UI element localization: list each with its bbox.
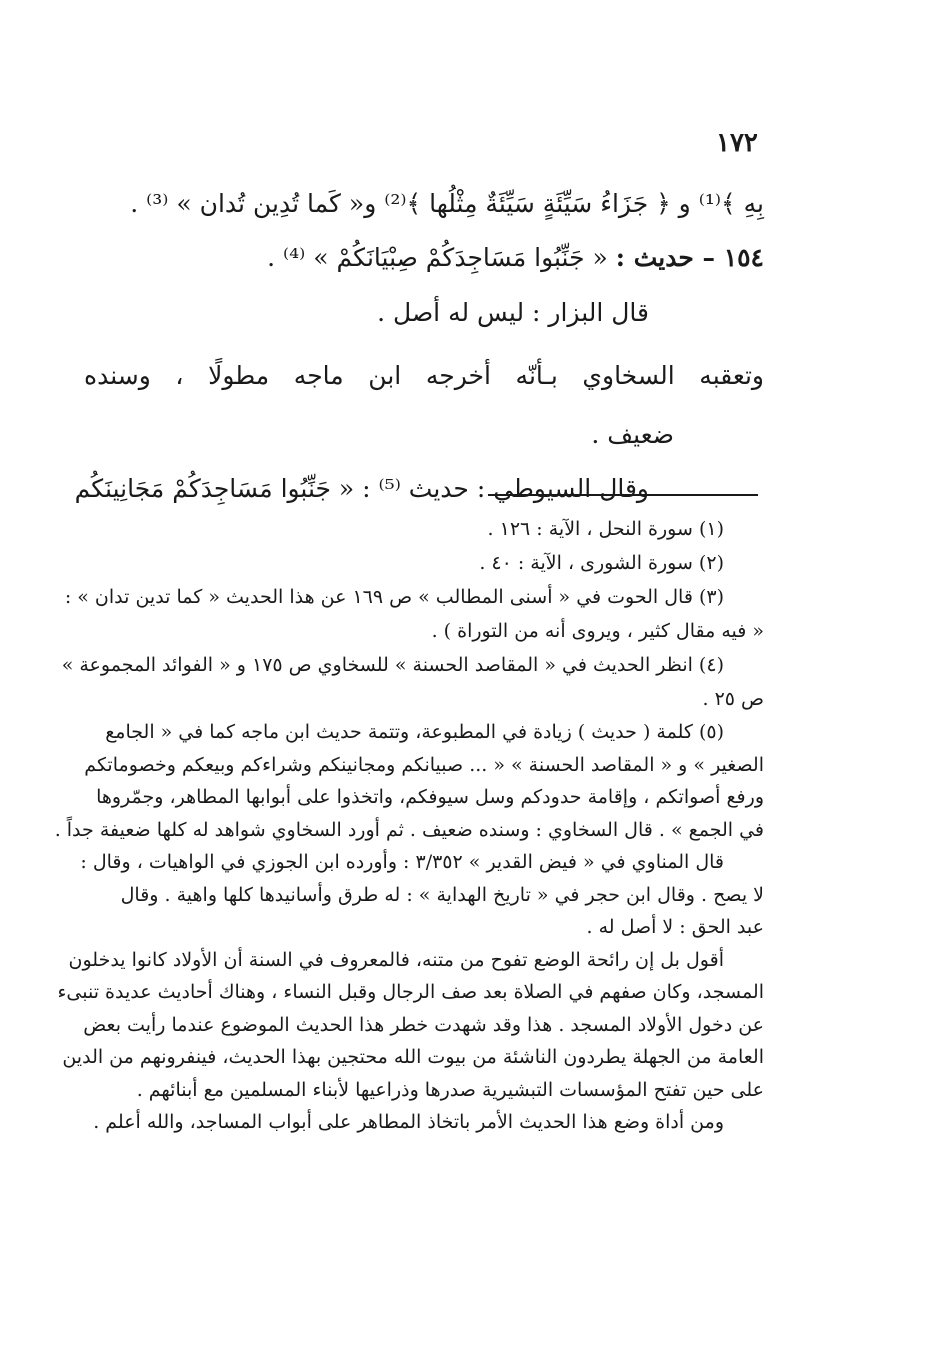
footnote-5-line-2: الصغير » و « المقاصد الحسنة » « ... صبيانكم ومجانينكم وشراءكم وبيعكم وخصوماتكم (84, 753, 764, 776)
footnote-4-line-2: ص ٢٥ . (702, 688, 764, 710)
hadith-heading (84, 233, 764, 283)
main-line-6: وقال السيوطي : حديث ⁽⁵⁾ : « جَنِّبُوا مَسَاجِدَكُمْ مَجَانِينَكُم (74, 474, 649, 503)
author-note (57, 944, 764, 1139)
footnote-5-line-4: في الجمع » . قال السخاوي : وسنده ضعيف . ثم أورد السخاوي شواهد له كلها ضعيفة جداً . (54, 818, 764, 841)
author-note-line-4: العامة من الجهلة يطردون الناشئة من بيوت الله محتجين بهذا الحديث، فينفرونهم من الدين (62, 1046, 764, 1068)
footnote-5-line-7: عبد الحق : لا أصل له . (586, 916, 764, 938)
hadith-text: « جَنِّبُوا مَسَاجِدَكُمْ صِبْيَانَكُمْ » ⁽⁴⁾ . (267, 243, 608, 272)
page-number: ١٧٢ (716, 128, 758, 158)
author-note-line-5: على حين تفتح المؤسسات التبشيرية صدرها وذراعيها لأبناء المسلمين مع أبنائهم . (136, 1078, 764, 1101)
main-line-4: وتعقبه السخاوي بـأنّه أخرجه ابن ماجه مطولًا ، وسنده (84, 361, 764, 390)
footnote-1: (١) سورة النحل ، الآية : ١٢٦ . (487, 518, 724, 540)
main-line-5: ضعيف . (591, 420, 674, 449)
author-note-line-3: عن دخول الأولاد المسجد . هذا وقد شهدت خطر هذا الحديث الموضوع عندما رأيت بعض (83, 1013, 764, 1036)
footnote-3-line-2: « فيه مقال كثير ، ويروى أنه من التوراة ) . (431, 620, 764, 642)
footnote-5-line-6: لا يصح . وقال ابن حجر في « تاريخ الهداية » : له طرق وأسانيدها كلها واهية . وقال (120, 883, 764, 906)
author-note-line-2: المسجد، وكان صفهم في الصلاة بعد صف الرجال وقبل النساء ، وهناك أحاديث عديدة تنبىء (57, 981, 764, 1003)
footnote-divider (488, 494, 758, 496)
footnote-5 (54, 716, 764, 944)
footnote-5-line-5: قال المناوي في « فيض القدير » ٣/٣٥٢ : وأورده ابن الجوزي في الواهيات ، وقال : (80, 851, 724, 873)
footnotes (54, 512, 764, 1139)
footnote-4-line-1: (٤) انظر الحديث في « المقاصد الحسنة » للسخاوي ص ١٧٥ و « الفوائد المجموعة » (61, 654, 724, 676)
author-note-line-1: أقول بل إن رائحة الوضع تفوح من متنه، فالمعروف في السنة أن الأولاد كانوا يدخلون (68, 948, 724, 971)
footnote-2: (٢) سورة الشورى ، الآية : ٤٠ . (479, 552, 724, 574)
author-note-line-6: ومن أداة وضع هذا الحديث الأمر باتخاذ المطاهر على أبواب المساجد، والله أعلم . (93, 1111, 724, 1133)
main-line-1: بِهِ ﴾⁽¹⁾ و ﴿ جَزَاءُ سَيِّئَةٍ سَيِّئَةٌ مِثْلُها ﴾⁽²⁾ و« كَما تُدِين تُدان » ⁽³⁾ . (130, 189, 764, 218)
footnote-5-line-1: (٥) كلمة ( حديث ) زيادة في المطبوعة، وتتمة حديث ابن ماجه كما في « الجامع (105, 721, 724, 743)
footnote-5-line-3: ورفع أصواتكم ، وإقامة حدودكم وسل سيوفكم، واتخذوا على أبوابها المطاهر، وجمّروها (96, 786, 764, 808)
footnote-3-line-1: (٣) قال الحوت في « أسنى المطالب » ص ١٦٩ عن هذا الحديث « كما تدين تدان » : (64, 586, 724, 608)
main-line-3: قال البزار : ليس له أصل . (377, 298, 649, 327)
hadith-number: ١٥٤ – حديث : (615, 243, 764, 272)
main-text (74, 175, 764, 517)
